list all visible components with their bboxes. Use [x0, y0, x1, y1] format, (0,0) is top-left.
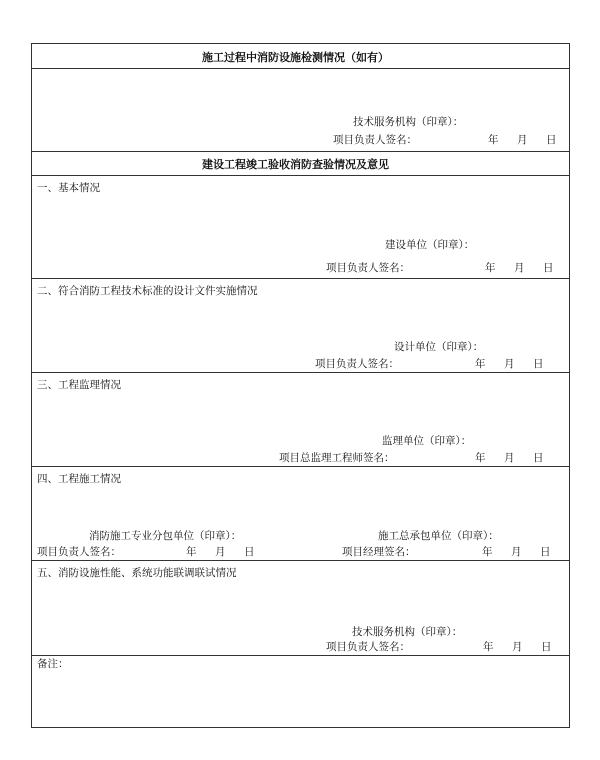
basic-org-seal: 建设单位（印章）：: [385, 239, 475, 251]
subcontractor-day: 日: [244, 546, 255, 558]
testing-day: 日: [541, 641, 552, 653]
supervision-org-seal: 监理单位（印章）：: [382, 435, 472, 447]
design-sign-label: 项目负责人签名：: [315, 358, 399, 370]
divider: [32, 278, 569, 279]
divider: [32, 655, 569, 656]
design-heading: 二、符合消防工程技术标准的设计文件实施情况: [37, 285, 258, 297]
divider: [32, 68, 569, 69]
design-org-seal: 设计单位（印章）：: [394, 341, 484, 353]
s1-org-seal: 技术服务机构（印章）：: [353, 116, 464, 128]
form-table: [31, 43, 570, 728]
testing-year: 年: [483, 641, 494, 653]
s2-title: 建设工程竣工验收消防查验情况及意见: [202, 158, 389, 171]
s1-sign-label: 项目负责人签名：: [333, 134, 417, 146]
general-contractor-sign-label: 项目经理签名：: [342, 546, 416, 558]
s1-year: 年: [488, 134, 499, 146]
divider: [32, 151, 569, 152]
basic-year: 年: [485, 262, 496, 274]
general-contractor-year: 年: [482, 546, 493, 558]
design-day: 日: [533, 358, 544, 370]
basic-day: 日: [543, 262, 554, 274]
testing-month: 月: [512, 641, 523, 653]
general-contractor-month: 月: [511, 546, 522, 558]
subcontractor-org-seal: 消防施工专业分包单位（印章）：: [89, 530, 242, 542]
divider: [32, 372, 569, 373]
design-year: 年: [475, 358, 486, 370]
divider: [32, 466, 569, 467]
supervision-year: 年: [475, 452, 486, 464]
testing-org-seal: 技术服务机构（印章）：: [352, 626, 463, 638]
general-contractor-org-seal: 施工总承包单位（印章）：: [378, 530, 499, 542]
subcontractor-sign-label: 项目负责人签名：: [37, 546, 121, 558]
s1-title: 施工过程中消防设施检测情况（如有）: [202, 51, 389, 64]
subcontractor-year: 年: [186, 546, 197, 558]
supervision-month: 月: [504, 452, 515, 464]
s1-day: 日: [546, 134, 557, 146]
basic-sign-label: 项目负责人签名：: [326, 262, 410, 274]
testing-sign-label: 项目负责人签名：: [326, 641, 410, 653]
remarks-label: 备注：: [37, 658, 69, 670]
supervision-heading: 三、工程监理情况: [37, 379, 121, 391]
divider: [32, 560, 569, 561]
construction-heading: 四、工程施工情况: [37, 473, 121, 485]
supervision-day: 日: [533, 452, 544, 464]
testing-heading: 五、消防设施性能、系统功能联调联试情况: [37, 567, 237, 579]
supervision-sign-label: 项目总监理工程师签名：: [279, 452, 395, 464]
general-contractor-day: 日: [540, 546, 551, 558]
s1-month: 月: [517, 134, 528, 146]
basic-heading: 一、基本情况: [37, 182, 100, 194]
divider: [32, 175, 569, 176]
basic-month: 月: [514, 262, 525, 274]
subcontractor-month: 月: [215, 546, 226, 558]
design-month: 月: [504, 358, 515, 370]
